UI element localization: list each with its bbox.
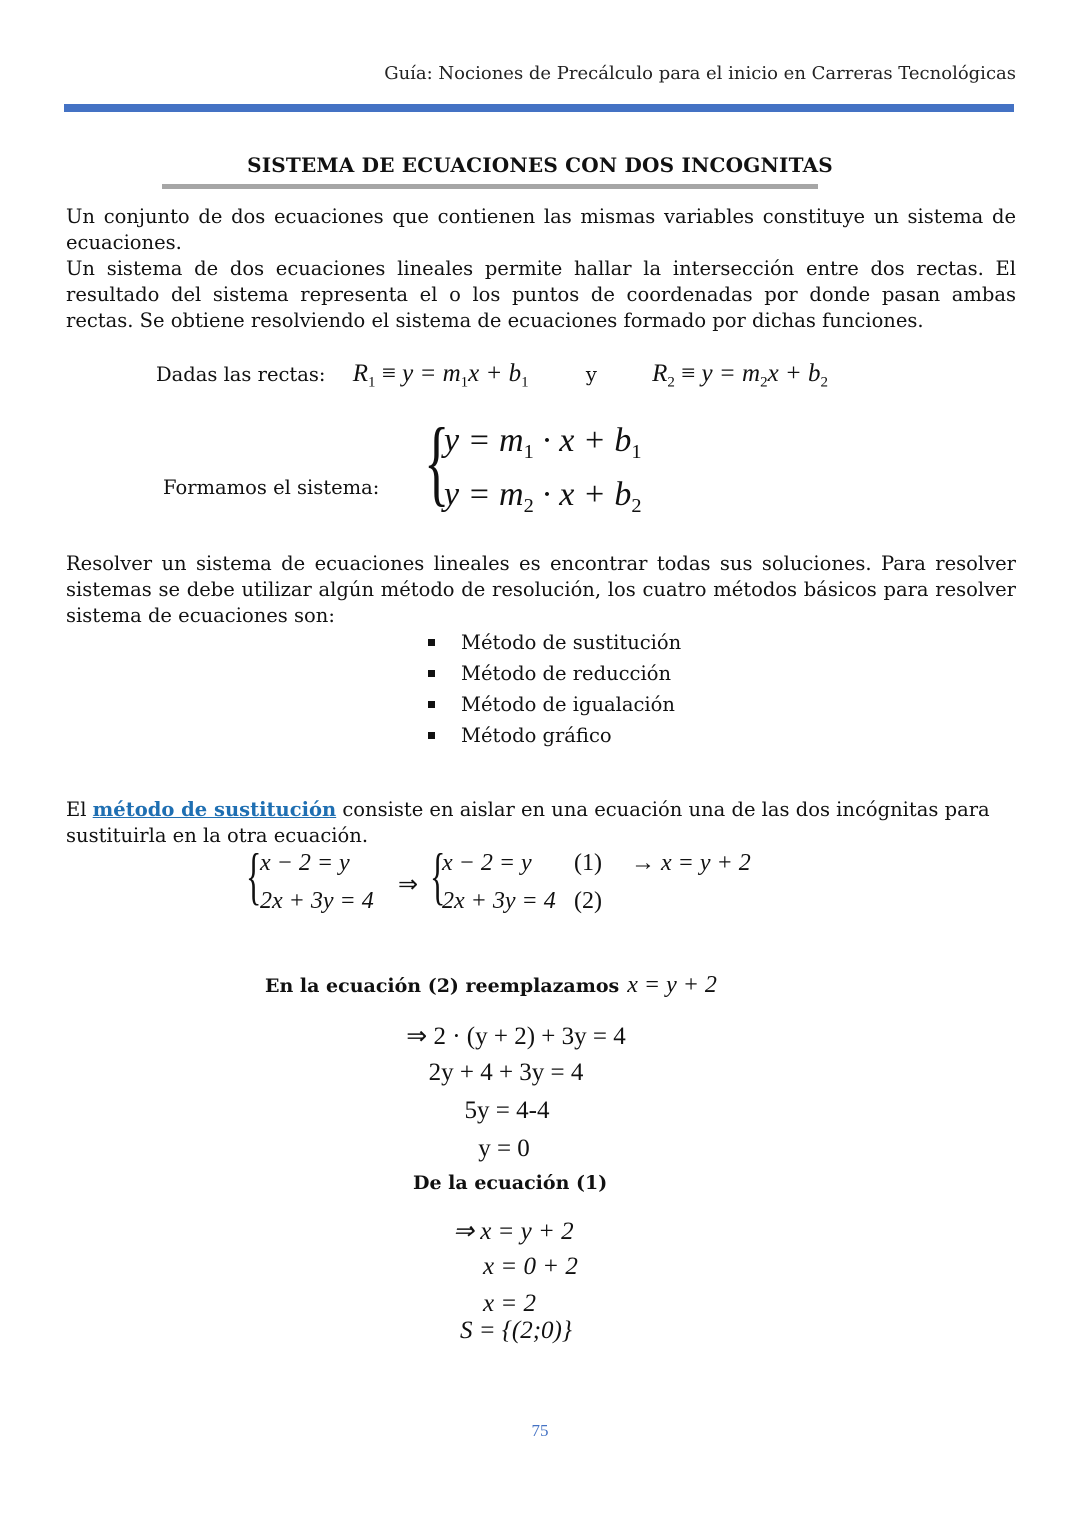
solution-set: S = {(2;0)}: [460, 1317, 572, 1344]
substitution-example: [246, 840, 766, 920]
example-right-eq2: 2x + 3y = 4: [442, 888, 556, 914]
system-label: Formamos el sistema:: [163, 476, 380, 499]
example-right-eq1: x − 2 = y: [442, 850, 532, 876]
step-label-1: En la ecuación (2) reemplazamos x = y + 2: [265, 972, 717, 998]
bullet-icon: [428, 639, 435, 646]
step-y-3: 5y = 4-4: [464, 1097, 550, 1124]
given-lines-label: Dadas las rectas:: [156, 363, 326, 386]
line-r2-equation: $R_2 \equiv y = m_2x + b_2$: [652, 360, 829, 391]
section-title-rule: [162, 184, 818, 189]
step-label-2: De la ecuación (1): [413, 1172, 608, 1194]
step-x-1: ⇒ x = y + 2: [453, 1218, 574, 1245]
list-item: Método gráfico: [424, 720, 681, 751]
equation-tag-1: (1): [574, 850, 602, 876]
header-rule: [64, 104, 1014, 112]
isolated-x: → x = y + 2: [631, 850, 751, 876]
page-number: 75: [531, 1421, 549, 1440]
bullet-icon: [428, 670, 435, 677]
bullet-icon: [428, 701, 435, 708]
intro-paragraph-2: Un sistema de dos ecuaciones lineales permite hallar la intersección entre dos rectas. El resultado del sistema representa el o los puntos de coordenadas por donde pasan ambas rectas. Se obtiene resolviendo el sistema de ecuaciones formado por dichas funciones.: [66, 257, 1016, 332]
left-brace-icon: {: [246, 840, 262, 911]
system-eq-2: $y = m_2 \cdot x + b_2$: [444, 476, 642, 518]
step-y-4: y = 0: [478, 1135, 530, 1162]
left-brace-icon: {: [430, 840, 446, 911]
line-r1-equation: $R_1 \equiv y = m_1x + b_1$: [352, 360, 529, 391]
list-item: Método de igualación: [424, 689, 681, 720]
example-left-eq2: 2x + 3y = 4: [260, 888, 374, 914]
running-header: Guía: Nociones de Precálculo para el inicio en Carreras Tecnológicas: [384, 63, 1016, 84]
step-y-1: ⇒ 2 · (y + 2) + 3y = 4: [406, 1023, 626, 1050]
example-left-eq1: x − 2 = y: [260, 850, 350, 876]
list-item: Método de sustitución: [424, 627, 681, 658]
list-item: Método de reducción: [424, 658, 681, 689]
substitution-method-link[interactable]: método de sustitución: [92, 798, 337, 821]
given-lines: [156, 360, 829, 391]
methods-intro: Resolver un sistema de ecuaciones lineales es encontrar todas sus soluciones. Para resolver sistemas se debe utilizar algún método de resolución, los cuatro métodos básicos para resolver sistema de ecuaciones son:: [66, 552, 1016, 627]
methods-list: [424, 627, 681, 751]
left-brace-icon: {: [424, 408, 450, 515]
step-y-2: 2y + 4 + 3y = 4: [428, 1059, 584, 1086]
implies-arrow-icon: ⇒: [398, 872, 419, 898]
equation-tag-2: (2): [574, 888, 602, 914]
intro-text: [66, 204, 1016, 334]
section-title: SISTEMA DE ECUACIONES CON DOS INCOGNITAS: [247, 153, 833, 177]
substitution-intro: El método de sustitución consiste en aislar en una ecuación una de las dos incógnitas para sustituirla en la otra ecuación.: [66, 798, 990, 847]
bullet-icon: [428, 732, 435, 739]
connector-y: y: [585, 363, 597, 386]
intro-paragraph-1: Un conjunto de dos ecuaciones que contienen las mismas variables constituye un sistema de ecuaciones.: [66, 205, 1016, 254]
step-x-2: x = 0 + 2: [483, 1253, 578, 1280]
step-x-3: x = 2: [483, 1290, 536, 1317]
system-eq-1: $y = m_1 \cdot x + b_1$: [444, 422, 642, 464]
